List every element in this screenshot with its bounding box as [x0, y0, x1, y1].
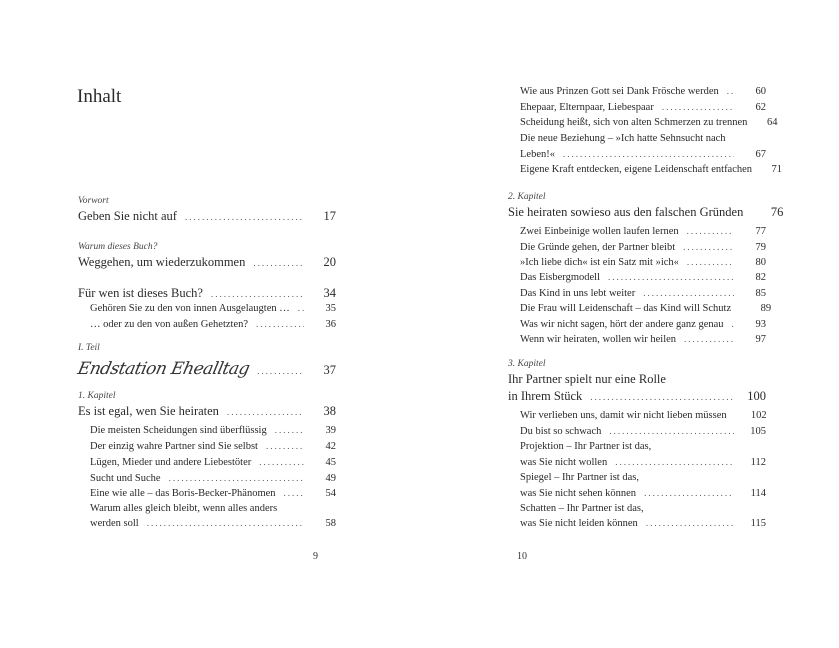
entry-title: Was wir nicht sagen, hört der andere ganz genau — [520, 319, 724, 330]
entry-page: 89 — [760, 303, 772, 314]
entry-title: Wie aus Prinzen Gott sei Dank Frösche werden — [520, 86, 719, 97]
entry-title: Für wen ist dieses Buch? — [78, 286, 203, 300]
toc-entry-fuer-wen[interactable] — [78, 286, 336, 301]
entry-page: 115 — [750, 518, 766, 529]
entry-title-line1: Die neue Beziehung – »Ich hatte Sehnsucht nach — [520, 133, 726, 144]
leader-dots — [227, 407, 304, 417]
leader-dots — [211, 289, 304, 299]
leader-dots — [259, 457, 304, 467]
entry-title: Wir verlieben uns, damit wir nicht lieben müssen — [520, 410, 727, 421]
toc-subentry[interactable] — [520, 102, 766, 113]
entry-title: Du bist so schwach — [520, 426, 602, 437]
entry-title: Der einzig wahre Partner sind Sie selbst — [90, 441, 258, 452]
entry-title: Die Gründe gehen, der Partner bleibt — [520, 242, 676, 253]
entry-page: 102 — [750, 410, 767, 421]
entry-page: 67 — [755, 149, 766, 160]
entry-title: Eine wie alle – das Boris-Becker-Phänomen — [90, 488, 276, 499]
leader-dots — [687, 257, 734, 267]
leader-dots — [275, 425, 304, 435]
entry-page: 54 — [325, 488, 336, 499]
toc-subentry[interactable] — [520, 518, 766, 529]
chapter-caption: 1. Kapitel — [78, 391, 116, 401]
toc-entry-chapter3[interactable] — [508, 389, 766, 404]
entry-page: 93 — [755, 319, 766, 330]
toc-subentry[interactable] — [520, 257, 766, 268]
entry-title: was Sie nicht leiden können — [520, 518, 638, 529]
page-number: 10 — [517, 551, 527, 562]
entry-page: 60 — [755, 86, 766, 97]
toc-subentry[interactable] — [90, 473, 336, 484]
entry-title: Sucht und Suche — [90, 473, 161, 484]
chapter-caption: 2. Kapitel — [508, 192, 546, 202]
section-caption-warum: Warum dieses Buch? — [78, 242, 158, 252]
entry-page: 100 — [747, 389, 766, 403]
leader-dots — [147, 518, 304, 528]
part-caption: I. Teil — [78, 343, 100, 353]
entry-title: Zwei Einbeinige wollen laufen lernen — [520, 226, 679, 237]
toc-subentry[interactable] — [520, 457, 766, 468]
entry-title: was Sie nicht wollen — [520, 457, 608, 468]
toc-subentry[interactable] — [520, 334, 766, 345]
leader-dots — [683, 242, 734, 252]
toc-subentry[interactable] — [90, 303, 336, 314]
right-page — [420, 0, 839, 648]
toc-subentry[interactable] — [520, 149, 766, 160]
entry-page: 105 — [750, 426, 766, 437]
toc-entry-part1[interactable] — [75, 359, 336, 379]
page-number: 9 — [313, 551, 318, 562]
leader-dots — [253, 258, 304, 268]
entry-title-line1: Warum alles gleich bleibt, wenn alles anders — [90, 503, 278, 514]
toc-entry-chapter1[interactable] — [78, 404, 336, 419]
entry-title: Das Kind in uns lebt weiter — [520, 288, 636, 299]
entry-title: Ehepaar, Elternpaar, Liebespaar — [520, 102, 654, 113]
toc-subentry[interactable] — [520, 288, 766, 299]
entry-title: was Sie nicht sehen können — [520, 488, 637, 499]
leader-dots — [590, 392, 734, 402]
entry-page: 45 — [325, 457, 336, 468]
toc-entry-vorwort[interactable] — [78, 209, 336, 224]
entry-title: Scheidung heißt, sich von alten Schmerzen zu trennen — [520, 117, 748, 128]
entry-title: … oder zu den von außen Gehetzten? — [90, 319, 249, 330]
toc-entry-warum[interactable] — [78, 255, 336, 270]
entry-page: 76 — [770, 205, 784, 219]
entry-title: Geben Sie nicht auf — [78, 209, 177, 223]
entry-page: 17 — [323, 209, 336, 223]
entry-title: Lügen, Mieder und andere Liebestöter — [90, 457, 252, 468]
leader-dots — [563, 149, 734, 159]
entry-title: Sie heiraten sowieso aus den falschen Gründen — [508, 205, 744, 219]
leader-dots — [684, 334, 734, 344]
entry-page: 85 — [755, 288, 766, 299]
leader-dots — [266, 441, 304, 451]
entry-title: Die Frau will Leidenschaft – das Kind will Schutz — [520, 303, 732, 314]
entry-page: 80 — [755, 257, 766, 268]
entry-page: 62 — [755, 102, 766, 113]
toc-subentry[interactable] — [90, 425, 336, 436]
entry-page: 112 — [750, 457, 766, 468]
toc-subentry[interactable] — [520, 242, 766, 253]
entry-title: in Ihrem Stück — [508, 389, 583, 403]
entry-title-line1: Schatten – Ihr Partner ist das, — [520, 503, 644, 514]
toc-subentry[interactable] — [520, 226, 766, 237]
entry-title: Das Eisbergmodell — [520, 272, 601, 283]
entry-title: Eigene Kraft entdecken, eigene Leidenschaft entfachen — [520, 164, 753, 175]
entry-page: 37 — [323, 363, 336, 377]
entry-page: 79 — [755, 242, 766, 253]
toc-subentry[interactable] — [90, 518, 336, 529]
leader-dots — [644, 488, 734, 498]
leader-dots — [284, 488, 304, 498]
toc-entry-chapter2[interactable] — [508, 205, 784, 220]
leader-dots — [687, 226, 734, 236]
toc-subentry[interactable] — [90, 319, 336, 330]
entry-page: 82 — [755, 272, 766, 283]
entry-page: 49 — [325, 473, 336, 484]
entry-title: werden soll — [90, 518, 139, 529]
entry-title-line1: Spiegel – Ihr Partner ist das, — [520, 472, 639, 483]
leader-dots — [643, 288, 734, 298]
toc-subentry[interactable] — [520, 319, 766, 330]
entry-page: 114 — [750, 488, 766, 499]
entry-title: Es ist egal, wen Sie heiraten — [78, 404, 219, 418]
entry-title: »Ich liebe dich« ist ein Satz mit »ich« — [520, 257, 679, 268]
leader-dots — [662, 102, 734, 112]
entry-page: 42 — [325, 441, 336, 452]
toc-subentry[interactable] — [520, 272, 766, 283]
section-caption-vorwort: Vorwort — [78, 196, 109, 206]
entry-page: 97 — [755, 334, 766, 345]
leader-dots — [298, 303, 304, 313]
leader-dots — [732, 319, 734, 329]
leader-dots — [257, 366, 304, 376]
part-title-handwritten: Endstation Ehealltag — [75, 359, 252, 379]
entry-page: 35 — [325, 303, 336, 314]
entry-page: 39 — [325, 425, 336, 436]
toc-subentry[interactable] — [90, 457, 336, 468]
page-title: Inhalt — [77, 86, 122, 107]
entry-title: Leben!« — [520, 149, 555, 160]
entry-title: Die meisten Scheidungen sind überflüssig — [90, 425, 267, 436]
entry-page: 38 — [323, 404, 336, 418]
entry-page: 34 — [323, 286, 336, 300]
entry-page: 77 — [755, 226, 766, 237]
toc-subentry[interactable] — [520, 488, 766, 499]
leader-dots — [169, 473, 304, 483]
leader-dots — [185, 212, 304, 222]
left-page — [0, 0, 419, 648]
entry-title: Gehören Sie zu den von innen Ausgelaugten … — [90, 303, 290, 314]
entry-page: 58 — [325, 518, 336, 529]
leader-dots — [646, 518, 734, 528]
entry-title: Wenn wir heiraten, wollen wir heilen — [520, 334, 677, 345]
toc-subentry[interactable] — [520, 86, 766, 97]
toc-subentry[interactable] — [520, 410, 766, 421]
leader-dots — [609, 426, 734, 436]
entry-page: 20 — [323, 255, 336, 269]
entry-page: 64 — [766, 117, 778, 128]
leader-dots — [608, 272, 734, 282]
toc-subentry[interactable] — [90, 441, 336, 452]
chapter-title-line1: Ihr Partner spielt nur eine Rolle — [508, 372, 666, 386]
toc-subentry[interactable] — [520, 117, 778, 128]
entry-page: 36 — [325, 319, 336, 330]
chapter-caption: 3. Kapitel — [508, 359, 546, 369]
entry-page: 71 — [771, 164, 783, 175]
entry-title: Weggehen, um wiederzukommen — [78, 255, 246, 269]
toc-subentry[interactable] — [520, 164, 783, 175]
toc-subentry[interactable] — [520, 426, 766, 437]
leader-dots — [615, 457, 734, 467]
leader-dots — [727, 86, 734, 96]
leader-dots — [256, 319, 304, 329]
toc-subentry[interactable] — [520, 303, 772, 314]
toc-subentry[interactable] — [90, 488, 336, 499]
entry-title-line1: Projektion – Ihr Partner ist das, — [520, 441, 652, 452]
